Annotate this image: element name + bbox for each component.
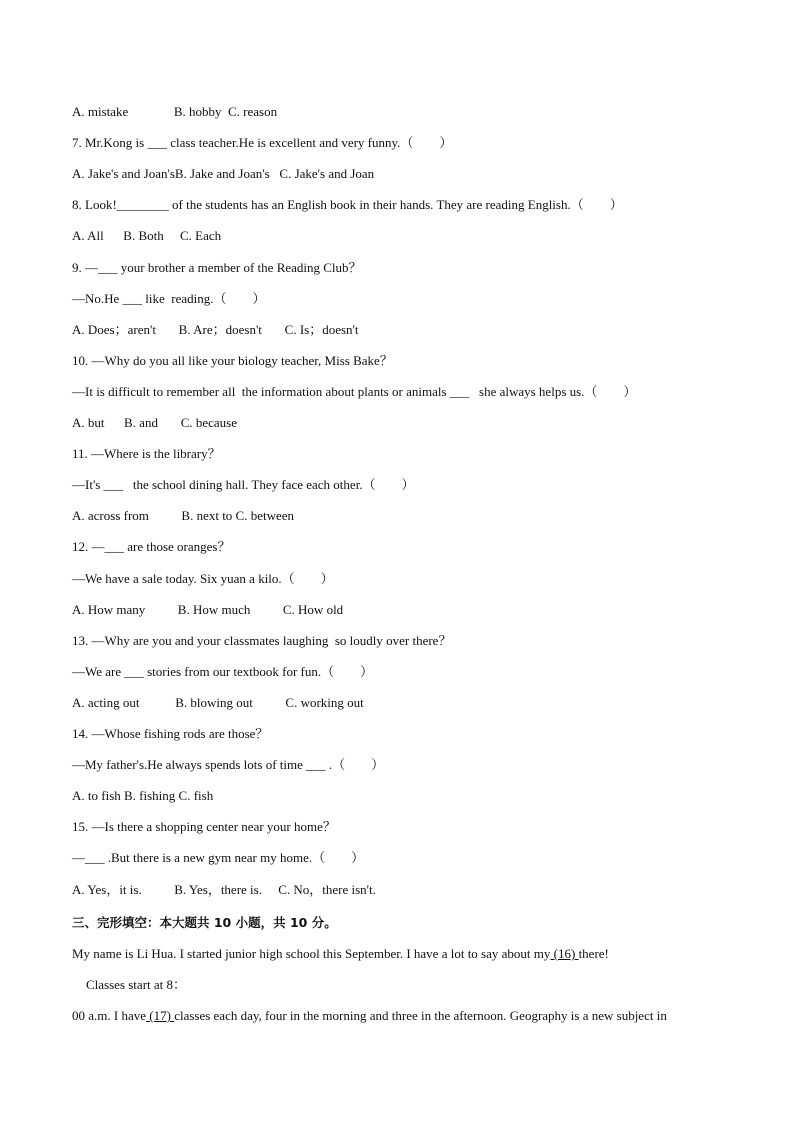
passage-line-3 (72, 1007, 667, 1025)
passage-text: My name is Li Hua. I started junior high school this September. I have a lot to say about my (72, 946, 551, 961)
text-line: A. across from B. next to C. between (72, 508, 295, 524)
text-line: 15. —Is there a shopping center near your home？ (72, 819, 336, 835)
text-line: 14. —Whose fishing rods are those？ (72, 726, 269, 741)
text-line: —It is difficult to remember all the information about plants or animals ___ she always helps us.（ ） (72, 383, 637, 399)
text-line: —No.He ___ like reading.（ ） (72, 290, 266, 306)
text-line: 12. —___ are those oranges？ (72, 539, 231, 555)
passage-text: 00 a.m. I have (72, 1008, 147, 1023)
text-line: A. but B. and C. because (72, 415, 238, 430)
text-line: A. Does；aren't B. Are；doesn't C. Is；doesn't (72, 321, 359, 337)
passage-text: classes each day, four in the morning and three in the afternoon. Geography is a new subject in (174, 1008, 667, 1023)
section-heading: 三、完形填空：本大题共 10 小题，共 10 分。 (72, 915, 337, 930)
text-line: —We are ___ stories from our textbook for fun.（ ） (72, 663, 374, 679)
text-line: —It's ___ the school dining hall. They face each other.（ ） (72, 477, 415, 493)
text-line: —My father's.He always spends lots of time ___ .（ ） (72, 757, 385, 773)
text-line: A. All B. Both C. Each (72, 228, 222, 244)
text-line: 8. Look!________ of the students has an English book in their hands. They are reading English.（ ） (72, 197, 623, 213)
text-line: A. Jake's and Joan'sB. Jake and Joan's C. Jake's and Joan (72, 166, 375, 182)
text-line: —We have a sale today. Six yuan a kilo.（ ） (72, 570, 334, 586)
text-line: 13. —Why are you and your classmates laughing so loudly over there？ (72, 632, 452, 648)
text-line: A. acting out B. blowing out C. working out (72, 694, 364, 710)
text-line: —___ .But there is a new gym near my home.（ ） (72, 850, 365, 866)
text-line: A. mistake B. hobby C. reason (72, 104, 278, 119)
blank-16: (16) (550, 946, 579, 961)
passage-line-1 (72, 945, 609, 963)
blank-17: (17) (146, 1008, 175, 1023)
text-line: 10. —Why do you all like your biology teacher, Miss Bake？ (72, 352, 393, 368)
text-line: A. How many B. How much C. How old (72, 601, 344, 617)
text-line: A. to fish B. fishing C. fish (72, 788, 214, 804)
text-line: A. Yes，it is. B. Yes，there is. C. No，there isn't. (72, 881, 376, 897)
text-line: 11. —Where is the library？ (72, 446, 221, 462)
text-line: 9. —___ your brother a member of the Reading Club？ (72, 259, 362, 275)
text-line: 7. Mr.Kong is ___ class teacher.He is excellent and very funny.（ ） (72, 135, 453, 151)
passage-text: there! (578, 946, 609, 961)
passage-line-2: Classes start at 8： (86, 977, 187, 992)
